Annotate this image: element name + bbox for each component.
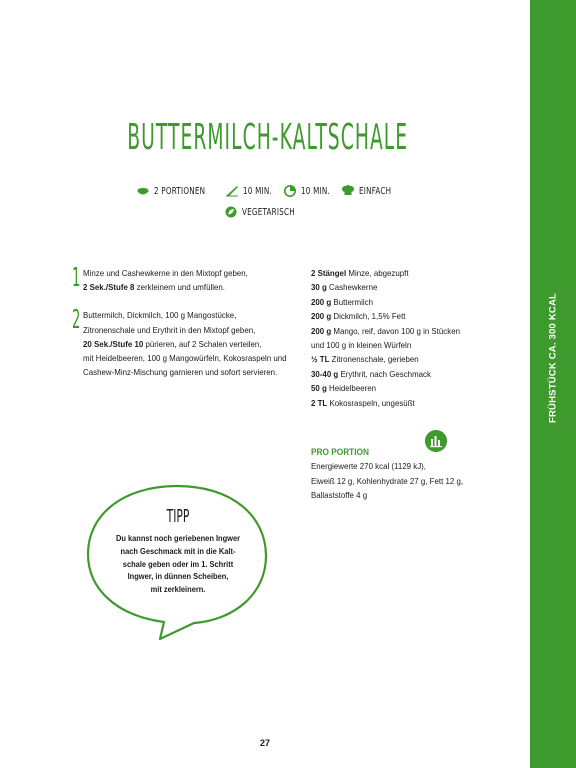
meta-difficulty: [341, 185, 394, 197]
ingredient: [311, 324, 504, 338]
ingredient-amount: 2 TL: [311, 397, 328, 408]
ingredient-amount: 200 g: [311, 296, 332, 307]
ingredient: [311, 309, 504, 323]
meta-row-2: [0, 206, 530, 218]
nutrition-info: [311, 445, 495, 503]
ingredient: [311, 266, 504, 280]
step-line: Minze und Cashewkerne in den Mixtopf geben,: [83, 268, 248, 278]
tip-line: nach Geschmack mit in die Kalt-: [120, 545, 236, 556]
ingredient-name: Dickmilch, 1,5% Fett: [331, 311, 406, 322]
nutrition-heading: PRO PORTION: [311, 447, 369, 457]
tip-line: mit zerkleinern.: [150, 584, 206, 595]
ingredient-amount: 200 g: [311, 325, 332, 336]
meta-difficulty-text: EINFACH: [359, 185, 392, 197]
ingredient-name: Cashewkerne: [326, 282, 378, 293]
ingredient-amount: ½ TL: [311, 354, 330, 365]
step-line: Buttermilch, Dickmilch, 100 g Mangostücke,: [83, 310, 237, 321]
step-number: 2: [72, 305, 81, 336]
ingredient-name: Erythrit, nach Geschmack: [338, 368, 431, 379]
meta-prep-time-text: 10 MIN.: [242, 185, 272, 197]
clock-icon: [283, 185, 297, 197]
steps: [72, 263, 287, 393]
meta-total-time: [283, 185, 331, 197]
step-1: [72, 263, 267, 294]
meta-diet-text: VEGETARISCH: [242, 206, 296, 218]
nutrition-line: Eiweiß 12 g, Kohlenhydrate 27 g, Fett 12 g,: [311, 475, 464, 486]
ingredient: [311, 396, 504, 410]
leaf-icon: [224, 206, 238, 218]
ingredient-amount: 200 g: [311, 311, 332, 322]
ingredient: [311, 367, 504, 381]
step-line: Zitronenschale und Erythrit in den Mixtopf geben,: [83, 324, 256, 335]
ingredient: [311, 295, 504, 309]
meta-total-time-text: 10 MIN.: [301, 185, 331, 197]
ingredient-name: Minze, abgezupft: [346, 268, 409, 278]
ingredient: [311, 352, 504, 366]
step-line: 2 Sek./Stufe 8 zerkleinern und umfüllen.: [83, 282, 225, 293]
nutrition-line: Energiewerte 270 kcal (1129 kJ),: [311, 461, 426, 472]
tip-line: schale geben oder im 1. Schritt: [122, 558, 234, 569]
ingredient-amount: 30-40 g: [311, 368, 339, 379]
meta-prep-time: [225, 185, 273, 197]
tip-title: TIPP: [166, 506, 190, 527]
step-setting: 2 Sek./Stufe 8: [83, 282, 135, 293]
ingredient-name: Kokosraspeln, ungesüßt: [327, 397, 415, 408]
ingredient-name: und 100 g in kleinen Würfeln: [311, 340, 412, 351]
step-line: mit Heidelbeeren, 100 g Mangowürfeln, Kokosraspeln und: [83, 353, 287, 364]
ingredient-amount: 30 g: [311, 282, 327, 293]
meta-portions: [136, 185, 215, 197]
tip-line: Ingwer, in dünnen Scheiben,: [127, 571, 229, 582]
ingredient-name: Mango, reif, davon 100 g in Stücken: [331, 325, 461, 336]
knife-icon: [225, 185, 239, 197]
meta-portions-text: 2 PORTIONEN: [153, 185, 205, 197]
recipe-title: BUTTERMILCH-KALTSCHALE: [127, 117, 409, 158]
ingredients-list: [311, 266, 504, 410]
ingredient-amount: 50 g: [311, 383, 327, 394]
page-number: 27: [259, 738, 270, 748]
ingredient-name: Heidelbeeren: [326, 383, 377, 394]
meta-row: [0, 185, 530, 197]
side-tab-label: FRÜHSTÜCK CA. 300 KCAL: [547, 292, 559, 424]
ingredient: [311, 280, 504, 294]
tip-text: [104, 532, 252, 596]
step-number: 1: [72, 263, 81, 293]
tip-line: Du kannst noch geriebenen Ingwer: [115, 533, 241, 543]
ingredient: [311, 338, 504, 352]
step-setting: 20 Sek./Stufe 10: [83, 338, 144, 349]
bowl-icon: [136, 185, 150, 197]
ingredient-name: Buttermilch: [331, 296, 373, 307]
ingredient: [311, 381, 504, 395]
step-line: 20 Sek./Stufe 10 pürieren, auf 2 Schalen verteilen,: [83, 338, 262, 349]
step-line: Cashew-Minz-Mischung garnieren und sofort servieren.: [83, 367, 278, 378]
ingredient-amount: 2 Stängel: [311, 268, 347, 278]
nutrition-line: Ballaststoffe 4 g: [311, 490, 368, 501]
step-2: [72, 305, 287, 379]
ingredient-name: Zitronenschale, gerieben: [329, 354, 419, 365]
chef-hat-icon: [341, 185, 355, 197]
meta-diet: [224, 206, 305, 218]
